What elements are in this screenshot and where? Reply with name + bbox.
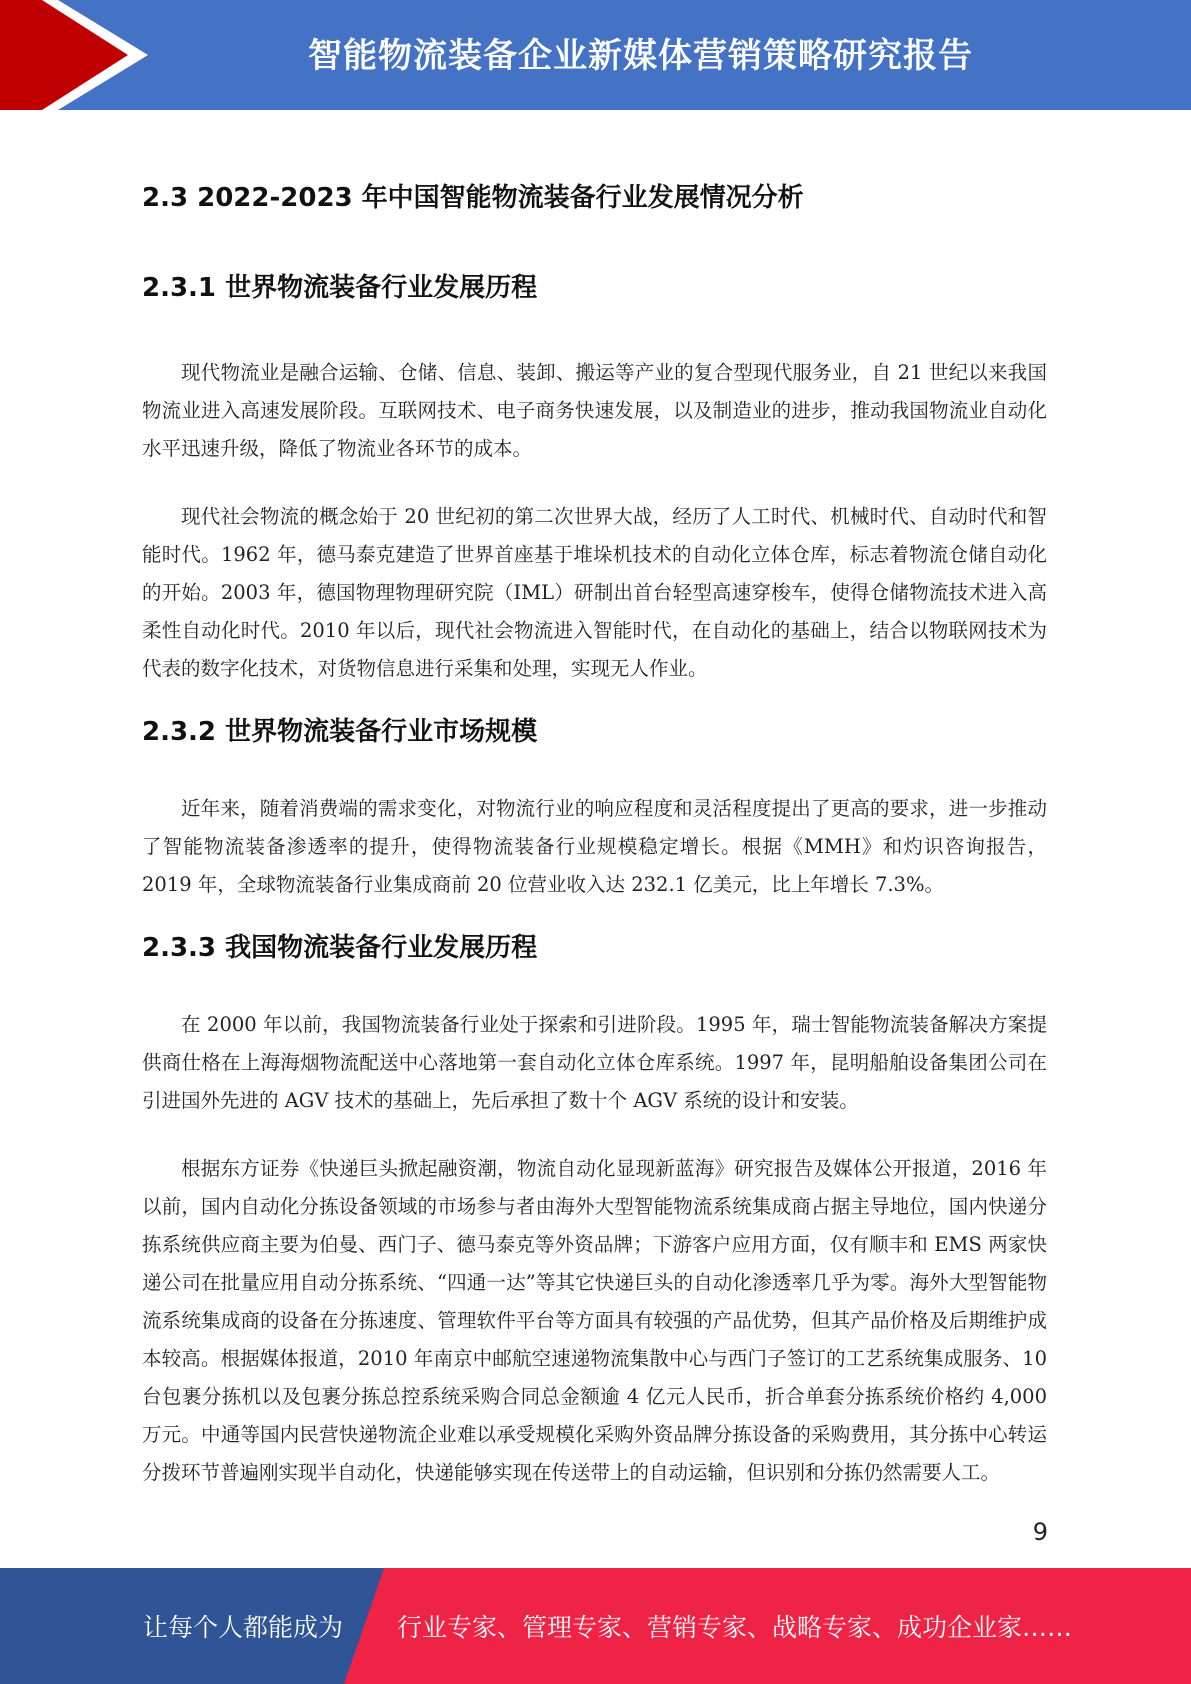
page-number: 9: [1032, 1518, 1048, 1546]
paragraph: 现代社会物流的概念始于 20 世纪初的第二次世界大战，经历了人工时代、机械时代、自动时代和智能时代。1962 年，德马泰克建造了世界首座基于堆垛机技术的自动化立体仓库，标志着物流仓储自动化的开始。2003 年，德国物理物理研究院（IML）研制出首台轻型高速穿梭车，使得仓储物流技术进入高柔性自动化时代。2010 年以后，现代社会物流进入智能时代，在自动化的基础上，结合以物联网技术为代表的数字化技术，对货物信息进行采集和处理，实现无人作业。: [142, 505, 1047, 680]
paragraph: 根据东方证券《快递巨头掀起融资潮，物流自动化显现新蓝海》研究报告及媒体公开报道，2016 年以前，国内自动化分拣设备领域的市场参与者由海外大型智能物流系统集成商占据主导地位，国内快递分拣系统供应商主要为伯曼、西门子、德马泰克等外资品牌；下游客户应用方面，仅有顺丰和 EMS 两家快递公司在批量应用自动分拣系统、“四通一达”等其它快递巨头的自动化渗透率几乎为零。海外大型智能物流系统集成商的设备在分拣速度、管理软件平台等方面具有较强的产品优势，但其产品价格及后期维护成本较高。根据媒体报道，2010 年南京中邮航空速递物流集散中心与西门子签订的工艺系统集成服务、10 台包裹分拣机以及包裹分拣总控系统采购合同总金额逾 4 亿元人民币，折合单套分拣系统价格约 4,000 万元。中通等国内民营快递物流企业难以承受规模化采购外资品牌分拣设备的采购费用，其分拣中心转运分拨环节普遍刚实现半自动化，快递能够实现在传送带上的自动运输，但识别和分拣仍然需要人工。: [142, 1157, 1047, 1484]
footer-slogan-left: 让每个人都能成为: [143, 1613, 344, 1642]
header-banner: [0, 0, 1191, 110]
paragraph: 在 2000 年以前，我国物流装备行业处于探索和引进阶段。1995 年，瑞士智能物流装备解决方案提供商仕格在上海海烟物流配送中心落地第一套自动化立体仓库系统。1997 年，昆明船舶设备集团公司在引进国外先进的 AGV 技术的基础上，先后承担了数十个 AGV 系统的设计和安装。: [142, 1013, 1047, 1112]
paragraph: 近年来，随着消费端的需求变化，对物流行业的响应程度和灵活程度提出了更高的要求，进一步推动了智能物流装备渗透率的提升，使得物流装备行业规模稳定增长。根据《MMH》和灼识咨询报告，2019 年，全球物流装备行业集成商前 20 位营业收入达 232.1 亿美元，比上年增长 7.3%。: [142, 797, 1047, 896]
header-title: 智能物流装备企业新媒体营销策略研究报告: [308, 36, 973, 76]
paragraph: 现代物流业是融合运输、仓储、信息、装卸、搬运等产业的复合型现代服务业，自 21 世纪以来我国物流业进入高速发展阶段。互联网技术、电子商务快速发展，以及制造业的进步，推动我国物流业自动化水平迅速升级，降低了物流业各环节的成本。: [142, 361, 1047, 460]
footer-slogan-right: 行业专家、管理专家、营销专家、战略专家、成功企业家……: [397, 1613, 1073, 1642]
subsection-heading-2-3-1: 2.3.1 世界物流装备行业发展历程: [142, 273, 538, 303]
subsection-heading-2-3-2: 2.3.2 世界物流装备行业市场规模: [142, 717, 538, 747]
document-body: [142, 178, 1047, 1492]
subsection-heading-2-3-3: 2.3.3 我国物流装备行业发展历程: [142, 933, 538, 963]
footer-banner: [0, 1568, 1191, 1684]
section-heading: 2.3 2022-2023 年中国智能物流装备行业发展情况分析: [142, 183, 804, 213]
